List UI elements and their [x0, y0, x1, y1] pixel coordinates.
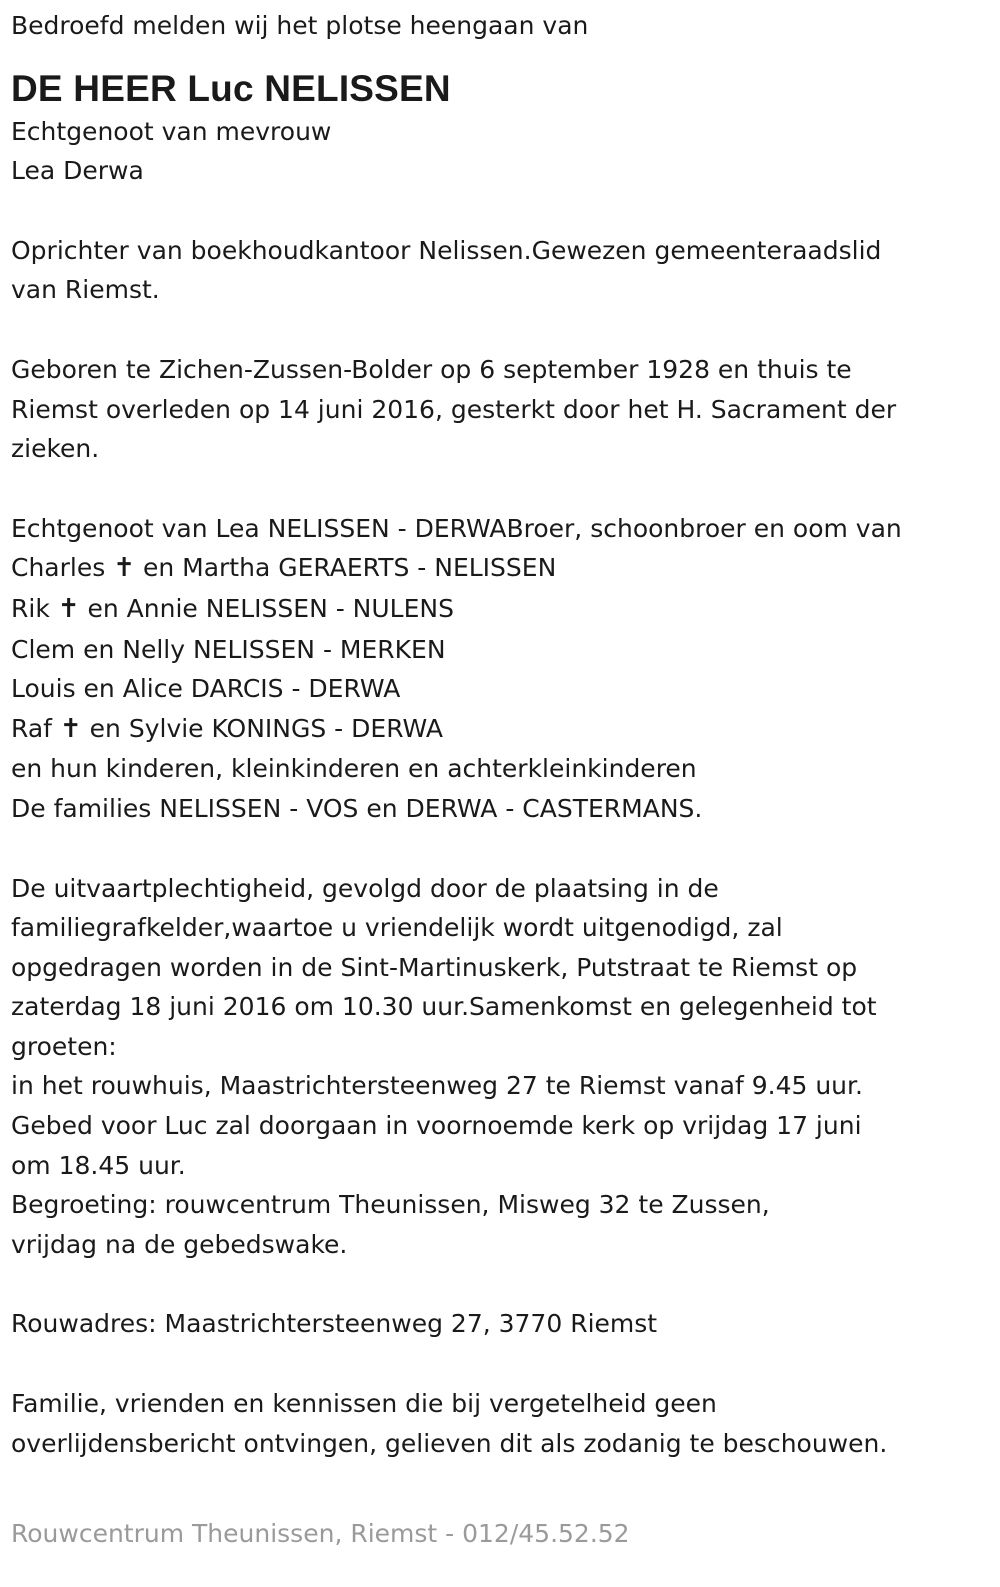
- funeral-section: [11, 869, 986, 1265]
- closing-line: overlijdensbericht ontvingen, gelieven dit als zodanig te beschouwen.: [11, 1428, 888, 1458]
- funeral-home-footer: Rouwcentrum Theunissen, Riemst - 012/45.52.52: [11, 1519, 630, 1548]
- spouse-line: Echtgenoot van mevrouw: [11, 116, 332, 146]
- funeral-line: De uitvaartplechtigheid, gevolgd door de plaatsing in de: [11, 873, 719, 903]
- family-member-rest: en Martha GERAERTS - NELISSEN: [142, 553, 557, 583]
- family-member: [11, 709, 986, 750]
- birth-line: zieken.: [11, 434, 100, 464]
- funeral-line: vrijdag na de gebedswake.: [11, 1229, 348, 1259]
- founder-line: van Riemst.: [11, 275, 160, 305]
- founder-line: Oprichter van boekhoudkantoor Nelissen.Gewezen gemeenteraadslid: [11, 235, 882, 265]
- family-header: Echtgenoot van Lea NELISSEN - DERWABroer, schoonbroer en oom van: [11, 513, 902, 543]
- birth-line: Riemst overleden op 14 juni 2016, gesterkt door het H. Sacrament der: [11, 394, 897, 424]
- funeral-line: Begroeting: rouwcentrum Theunissen, Misweg 32 te Zussen,: [11, 1190, 770, 1220]
- deceased-name: DE HEER Luc NELISSEN: [11, 67, 451, 109]
- family-member: [11, 630, 986, 670]
- family-member: [11, 669, 986, 709]
- family-section: [11, 509, 986, 829]
- funeral-line: groeten:: [11, 1031, 117, 1061]
- family-member: [11, 589, 986, 630]
- birth-line: Geboren te Zichen-Zussen-Bolder op 6 september 1928 en thuis te: [11, 354, 852, 384]
- funeral-line: Gebed voor Luc zal doorgaan in voornoemde kerk op vrijdag 17 juni: [11, 1111, 862, 1141]
- funeral-line: opgedragen worden in de Sint-Martinuskerk, Putstraat te Riemst op: [11, 952, 858, 982]
- birth-section: [11, 350, 986, 469]
- intro-text: Bedroefd melden wij het plotse heengaan van: [11, 11, 589, 40]
- cross-icon: ✝: [57, 593, 80, 624]
- family-closing: en hun kinderen, kleinkinderen en achterkleinkinderen: [11, 754, 697, 784]
- family-member-first: Louis en Alice DARCIS - DERWA: [11, 674, 401, 704]
- address-section: [11, 1304, 986, 1344]
- closing-section: [11, 1384, 986, 1463]
- family-member-rest: en Annie NELISSEN - NULENS: [87, 593, 454, 623]
- mourning-address: Rouwadres: Maastrichtersteenweg 27, 3770 Riemst: [11, 1309, 658, 1339]
- spouse-line: Lea Derwa: [11, 156, 144, 186]
- founder-section: [11, 231, 986, 310]
- cross-icon: ✝: [113, 553, 136, 584]
- family-member-first: Rik: [11, 593, 50, 623]
- funeral-line: familiegrafkelder,waartoe u vriendelijk wordt uitgenodigd, zal: [11, 913, 783, 943]
- family-closing: De families NELISSEN - VOS en DERWA - CASTERMANS.: [11, 793, 703, 823]
- funeral-line: in het rouwhuis, Maastrichtersteenweg 27 te Riemst vanaf 9.45 uur.: [11, 1071, 863, 1101]
- family-member: [11, 548, 986, 589]
- family-member-first: Charles: [11, 553, 106, 583]
- death-notice: [11, 6, 986, 1463]
- closing-line: Familie, vrienden en kennissen die bij vergetelheid geen: [11, 1389, 717, 1419]
- funeral-line: zaterdag 18 juni 2016 om 10.30 uur.Samenkomst en gelegenheid tot: [11, 992, 877, 1022]
- spouse-section: [11, 112, 986, 191]
- family-member-rest: en Sylvie KONINGS - DERWA: [89, 713, 444, 743]
- funeral-line: om 18.45 uur.: [11, 1150, 186, 1180]
- family-member-first: Raf: [11, 713, 52, 743]
- cross-icon: ✝: [59, 713, 82, 744]
- family-member-first: Clem en Nelly NELISSEN - MERKEN: [11, 634, 446, 664]
